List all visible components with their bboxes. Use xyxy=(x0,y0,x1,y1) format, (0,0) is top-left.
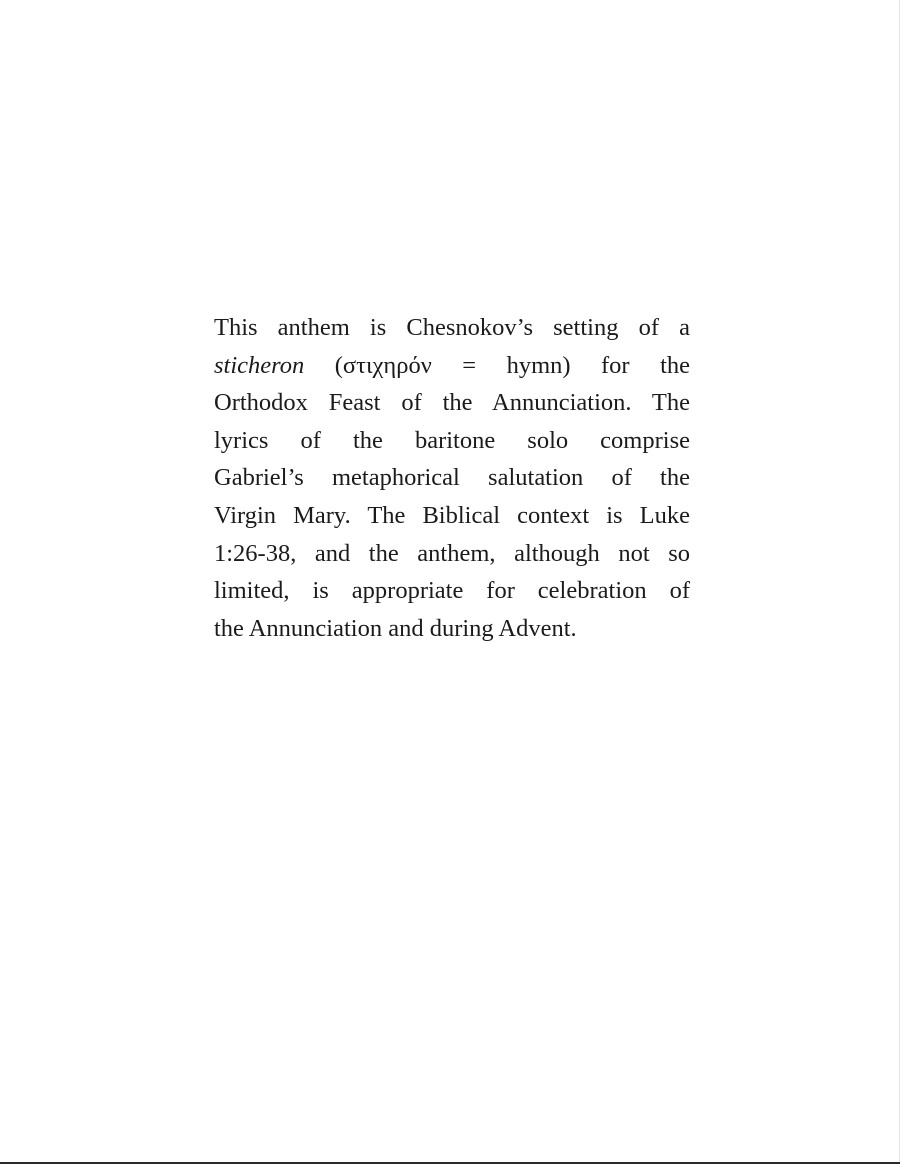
body-paragraph xyxy=(214,309,690,647)
paragraph-line-2 xyxy=(214,347,690,385)
paragraph-line-5: Gabriel’s metaphorical salutation of the xyxy=(214,464,690,492)
sticheron-term: sticheron xyxy=(214,351,305,379)
paragraph-line-9: the Annunciation and during Advent. xyxy=(214,614,577,642)
paragraph-line-1: This anthem is Chesnokov’s setting of a xyxy=(214,314,690,341)
greek-gloss: (στιχηρόν = hymn) for the xyxy=(304,351,690,379)
paragraph-line-3: Orthodox Feast of the Annunciation. The xyxy=(214,389,690,417)
paragraph-line-8: limited, is appropriate for celebration of xyxy=(214,577,690,605)
paragraph-line-7: 1:26-38, and the anthem, although not so xyxy=(214,539,690,567)
paragraph-line-4: lyrics of the baritone solo comprise xyxy=(214,426,690,454)
paragraph-line-6: Virgin Mary. The Biblical context is Luke xyxy=(214,501,690,529)
